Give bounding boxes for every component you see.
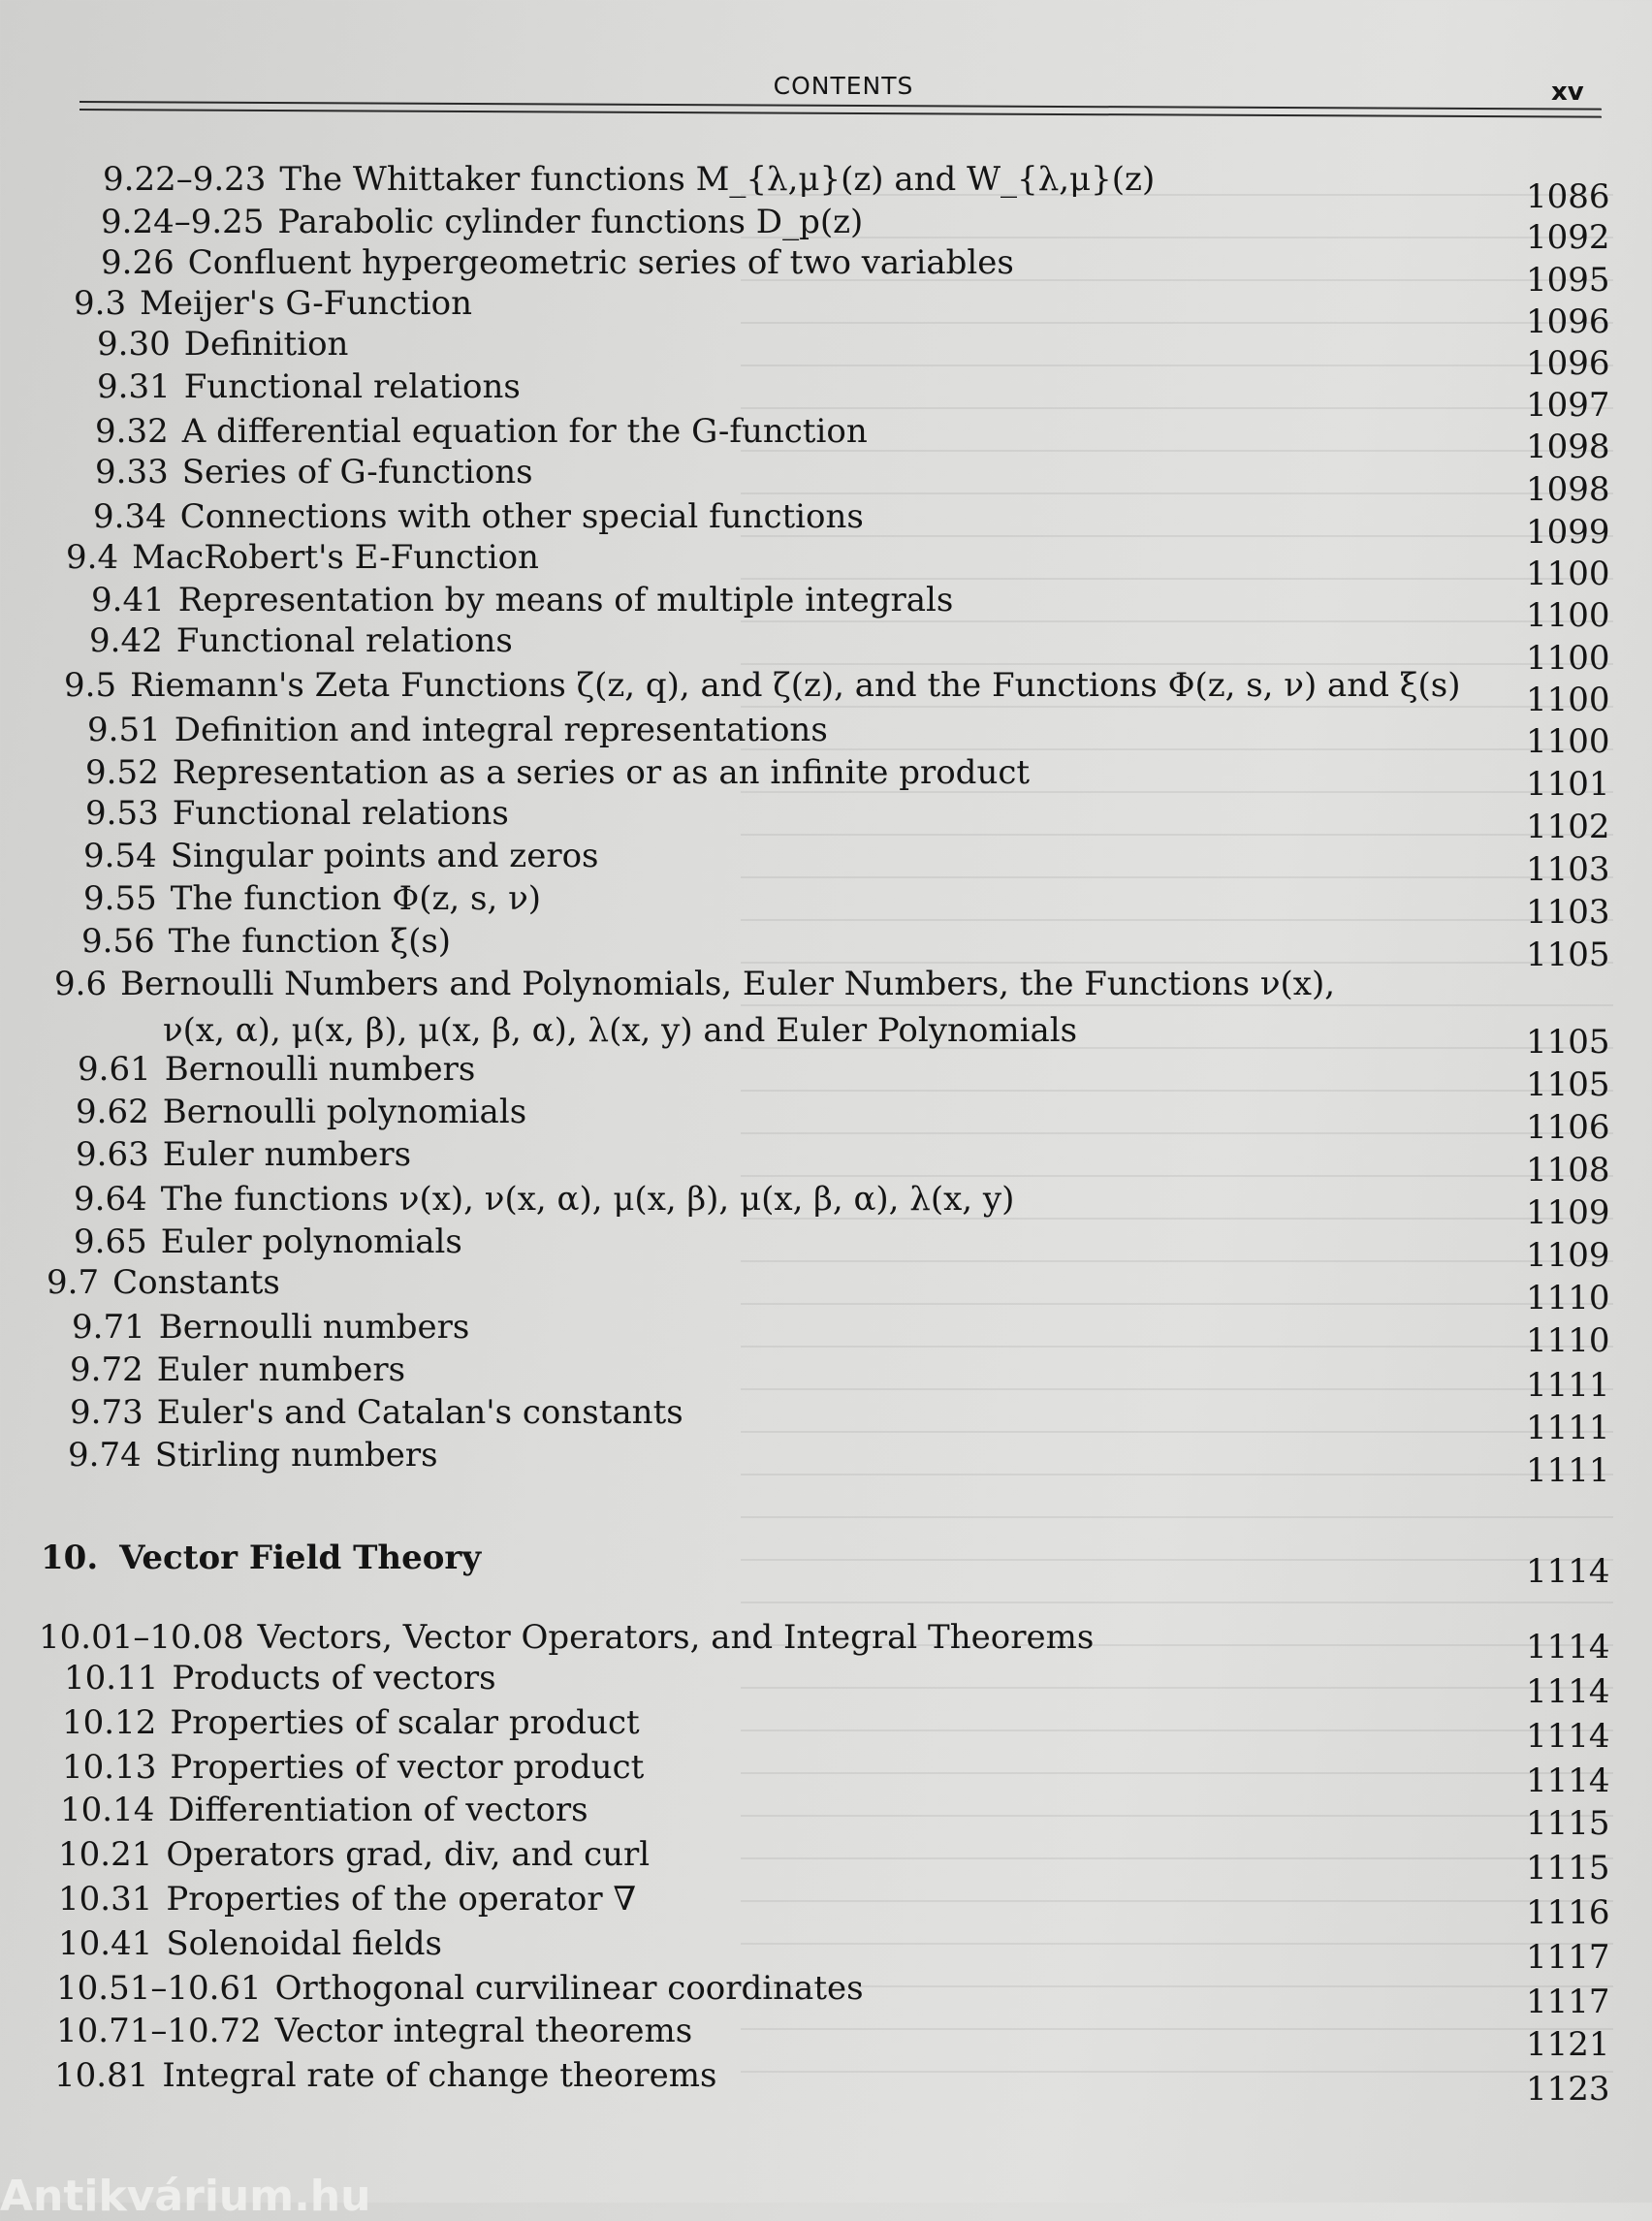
toc-page: 1110 [1526, 1279, 1610, 1317]
toc-entry: 10.21 Operators grad, div, and curl [58, 1835, 651, 1874]
toc-page: 1103 [1526, 893, 1610, 932]
toc-entry: 10.13 Properties of vector product [62, 1748, 645, 1787]
toc-entry: 9.53 Functional relations [85, 794, 509, 833]
toc-entry: 9.7 Constants [47, 1263, 280, 1302]
toc-page: 1100 [1526, 681, 1610, 719]
toc-entry: 10.14 Differentiation of vectors [60, 1791, 588, 1829]
toc-page: 1100 [1526, 596, 1610, 635]
toc-page: 1114 [1526, 1552, 1610, 1591]
toc-entry: 10.12 Properties of scalar product [62, 1703, 640, 1742]
toc-page: 1086 [1526, 177, 1610, 216]
toc-entry: 9.32 A differential equation for the G-function [95, 412, 868, 451]
toc-page: 1095 [1526, 261, 1610, 300]
toc-page: 1117 [1526, 1983, 1610, 2021]
toc-page: 1092 [1526, 218, 1610, 257]
toc-page: 1097 [1526, 386, 1610, 425]
toc-page: 1115 [1526, 1849, 1610, 1888]
toc-entry: 9.31 Functional relations [97, 367, 521, 406]
toc-page: 1100 [1526, 639, 1610, 678]
toc-page: 1101 [1526, 765, 1610, 804]
toc-entry: 9.51 Definition and integral representations [87, 711, 828, 749]
toc-page: 1105 [1526, 1023, 1610, 1062]
toc-page: 1100 [1526, 722, 1610, 761]
toc-entry: 9.6 Bernoulli Numbers and Polynomials, Euler Numbers, the Functions ν(x), [54, 965, 1336, 1003]
toc-entry: 9.72 Euler numbers [70, 1350, 406, 1389]
toc-entry: 9.26 Confluent hypergeometric series of two variables [101, 243, 1014, 282]
toc-page: 1109 [1526, 1236, 1610, 1275]
toc-page: 1098 [1526, 428, 1610, 466]
toc-page: 1111 [1526, 1409, 1610, 1447]
toc-page: 1121 [1526, 2025, 1610, 2064]
toc-entry: 10.01–10.08 Vectors, Vector Operators, and Integral Theorems [39, 1618, 1095, 1657]
toc-page: 1099 [1526, 513, 1610, 552]
toc-page: 1103 [1526, 850, 1610, 889]
toc-entry: 9.3 Meijer's G-Function [74, 284, 473, 323]
toc-page: 1115 [1526, 1804, 1610, 1843]
toc-page: 1110 [1526, 1321, 1610, 1360]
toc-entry: 9.41 Representation by means of multiple integrals [91, 581, 954, 619]
toc-entry: 9.74 Stirling numbers [68, 1436, 438, 1475]
toc-entry: 9.64 The functions ν(x), ν(x, α), μ(x, β), μ(x, β, α), λ(x, y) [74, 1180, 1015, 1219]
toc-entry: 9.61 Bernoulli numbers [78, 1050, 476, 1089]
toc-entry: 9.56 The function ξ(s) [81, 922, 452, 961]
toc-page: 1109 [1526, 1193, 1610, 1232]
toc-entry: 9.73 Euler's and Catalan's constants [70, 1393, 683, 1432]
watermark: Antikvárium.hu [0, 2172, 371, 2221]
toc-entry: 10.51–10.61 Orthogonal curvilinear coordinates [56, 1969, 864, 2008]
toc-page: 1114 [1526, 1672, 1610, 1711]
toc-entry: 10.41 Solenoidal fields [58, 1924, 442, 1963]
toc-page: 1096 [1526, 302, 1610, 341]
toc-entry: 9.71 Bernoulli numbers [72, 1308, 470, 1347]
toc-page: 1117 [1526, 1938, 1610, 1977]
toc-entry: 9.54 Singular points and zeros [83, 837, 599, 875]
toc-entry-continuation: ν(x, α), μ(x, β), μ(x, β, α), λ(x, y) and Euler Polynomials [163, 1011, 1078, 1050]
toc-page: 1108 [1526, 1151, 1610, 1190]
toc-page: 1100 [1526, 555, 1610, 593]
running-head: CONTENTS [773, 72, 914, 100]
toc-page: 1096 [1526, 344, 1610, 383]
toc-entry: 9.4 MacRobert's E-Function [66, 538, 539, 577]
page-number: xv [1551, 78, 1584, 107]
toc-page: 1106 [1526, 1108, 1610, 1147]
toc-entry: 9.22–9.23 The Whittaker functions M_{λ,μ}(z) and W_{λ,μ}(z) [103, 160, 1156, 199]
toc-entry: 10.31 Properties of the operator ∇ [58, 1880, 637, 1919]
chapter-heading: 10. Vector Field Theory [41, 1539, 482, 1577]
toc-page: 1114 [1526, 1628, 1610, 1666]
toc-entry: 9.62 Bernoulli polynomials [76, 1093, 527, 1131]
toc-page: 1116 [1526, 1893, 1610, 1932]
toc-page: 1111 [1526, 1366, 1610, 1405]
toc-page: 1111 [1526, 1451, 1610, 1490]
toc-entry: 9.42 Functional relations [89, 621, 513, 660]
toc-entry: 9.65 Euler polynomials [74, 1222, 462, 1261]
toc-entry: 10.71–10.72 Vector integral theorems [56, 2012, 693, 2050]
toc-page: 1105 [1526, 936, 1610, 974]
toc-entry: 9.52 Representation as a series or as an infinite product [85, 753, 1031, 792]
toc-entry: 10.11 Products of vectors [64, 1659, 496, 1697]
toc-entry: 9.30 Definition [97, 325, 349, 364]
toc-page: 1098 [1526, 470, 1610, 509]
toc-page: 1114 [1526, 1761, 1610, 1800]
toc-entry: 9.55 The function Φ(z, s, ν) [83, 879, 542, 918]
toc-page: 1105 [1526, 1065, 1610, 1104]
toc-entry: 9.5 Riemann's Zeta Functions ζ(z, q), and ζ(z), and the Functions Φ(z, s, ν) and ξ(s) [64, 666, 1461, 705]
toc-entry: 9.63 Euler numbers [76, 1135, 412, 1174]
toc-entry: 9.24–9.25 Parabolic cylinder functions D_p(z) [101, 203, 864, 241]
toc-page: 1102 [1526, 808, 1610, 846]
toc-entry: 10.81 Integral rate of change theorems [54, 2056, 717, 2095]
toc-entry: 9.34 Connections with other special functions [93, 497, 864, 536]
toc-page: 1123 [1526, 2070, 1610, 2109]
toc-page: 1114 [1526, 1717, 1610, 1756]
toc-entry: 9.33 Series of G-functions [95, 453, 533, 492]
